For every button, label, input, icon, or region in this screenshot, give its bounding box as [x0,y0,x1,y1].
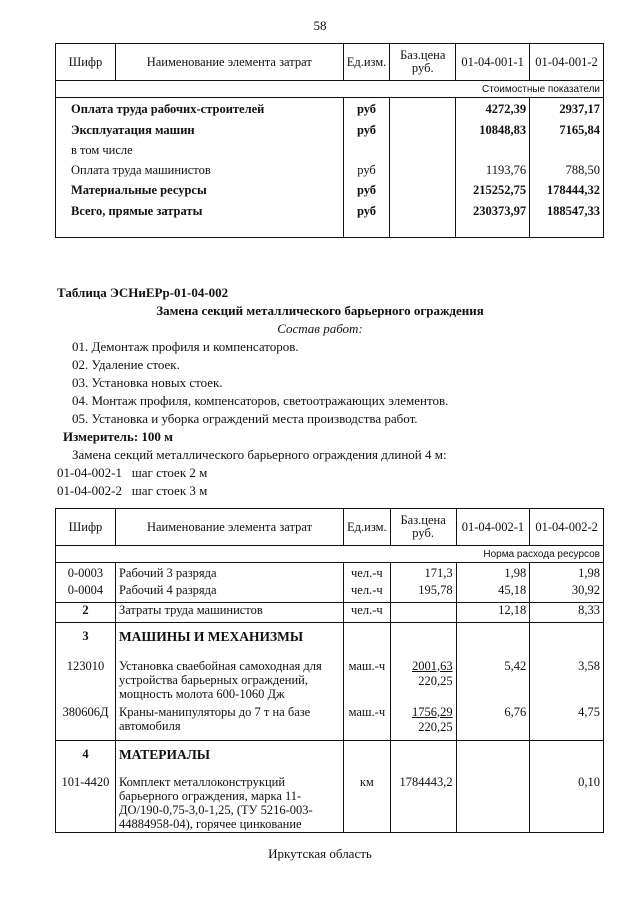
header-col-2: 01-04-002-2 [530,509,604,546]
header-unit: Ед.изм. [343,44,390,81]
header-code: Шифр [56,44,116,81]
table-row: Эксплуатация машин руб 10848,83 7165,84 [56,123,604,143]
table-row: 123010 Установка сваебойная самоходная для устройства барьерных ограждений, мощность молота 600-1060 Дж маш.-ч 2001,63 220,25 5,42 3,58 [56,649,604,703]
table-row: 101-4420 Комплект металлоконструкций барьерного ограждения, марка 11- ДО/190-0,75-3,0-1,25, (ТУ 5216-003- 44884958-04), горячее цинкование км 1784443,2 0,10 [56,767,604,833]
header-name: Наименование элемента затрат [115,509,343,546]
table-subheader: Стоимостные показатели [56,81,604,98]
section-row-materials: 4 МАТЕРИАЛЫ [56,741,604,767]
page-footer: Иркутская область [268,846,372,861]
composition-label: Состав работ: [277,321,363,336]
table-row: Материальные ресурсы руб 215252,75 178444,32 [56,183,604,204]
work-step: 05. Установка и уборка ограждений места производства работ. [72,411,418,426]
section-row-machines: 3 МАШИНЫ И МЕХАНИЗМЫ [56,623,604,649]
table-row: Оплата труда рабочих-строителей руб 4272,39 2937,17 [56,102,604,123]
table-row: 2 Затраты труда машинистов чел.-ч 12,18 8,33 [56,603,604,623]
header-base-price: Баз.цена руб. [390,509,456,546]
description: Замена секций металлического барьерного ограждения длиной 4 м: [72,447,447,462]
table-subheader: Норма расхода ресурсов [56,546,604,563]
header-unit: Ед.изм. [344,509,391,546]
header-base-price: Баз.цена руб. [390,44,456,81]
variant-row: 01-04-002-2 шаг стоек 3 м [57,483,208,498]
header-col-1: 01-04-002-1 [456,509,530,546]
work-step: 04. Монтаж профиля, компенсаторов, светоотражающих элементов. [72,393,449,408]
table-row: Оплата труда машинистов руб 1193,76 788,50 [56,163,604,183]
variant-row: 01-04-002-1 шаг стоек 2 м [57,465,208,480]
table-row: Всего, прямые затраты руб 230373,97 188547,33 [56,204,604,226]
section-title: Замена секций металлического барьерного ограждения [156,303,484,318]
resource-table-2 [55,508,604,833]
work-step: 01. Демонтаж профиля и компенсаторов. [72,339,299,354]
header-col-2: 01-04-001-2 [530,44,604,81]
table-row: 0-0004 Рабочий 4 разряда чел.-ч 195,78 45,18 30,92 [56,583,604,603]
table-row: 0-0003 Рабочий 3 разряда чел.-ч 171,3 1,98 1,98 [56,563,604,583]
table-header-row [56,44,604,81]
meter-label: Измеритель: 100 м [63,429,174,444]
header-name: Наименование элемента затрат [115,44,343,81]
table-row: в том числе [56,143,604,163]
page-number: 58 [313,18,327,33]
work-step: 02. Удаление стоек. [72,357,180,372]
header-code: Шифр [56,509,116,546]
table-row: 380606Д Краны-манипуляторы до 7 т на базе автомобиля маш.-ч 1756,29 220,25 6,76 4,75 [56,703,604,741]
table-header-row [56,509,604,546]
work-step: 03. Установка новых стоек. [72,375,223,390]
cost-table-1 [55,43,604,238]
table-title: Таблица ЭСНиЕРр-01-04-002 [57,285,229,300]
header-col-1: 01-04-001-1 [456,44,530,81]
